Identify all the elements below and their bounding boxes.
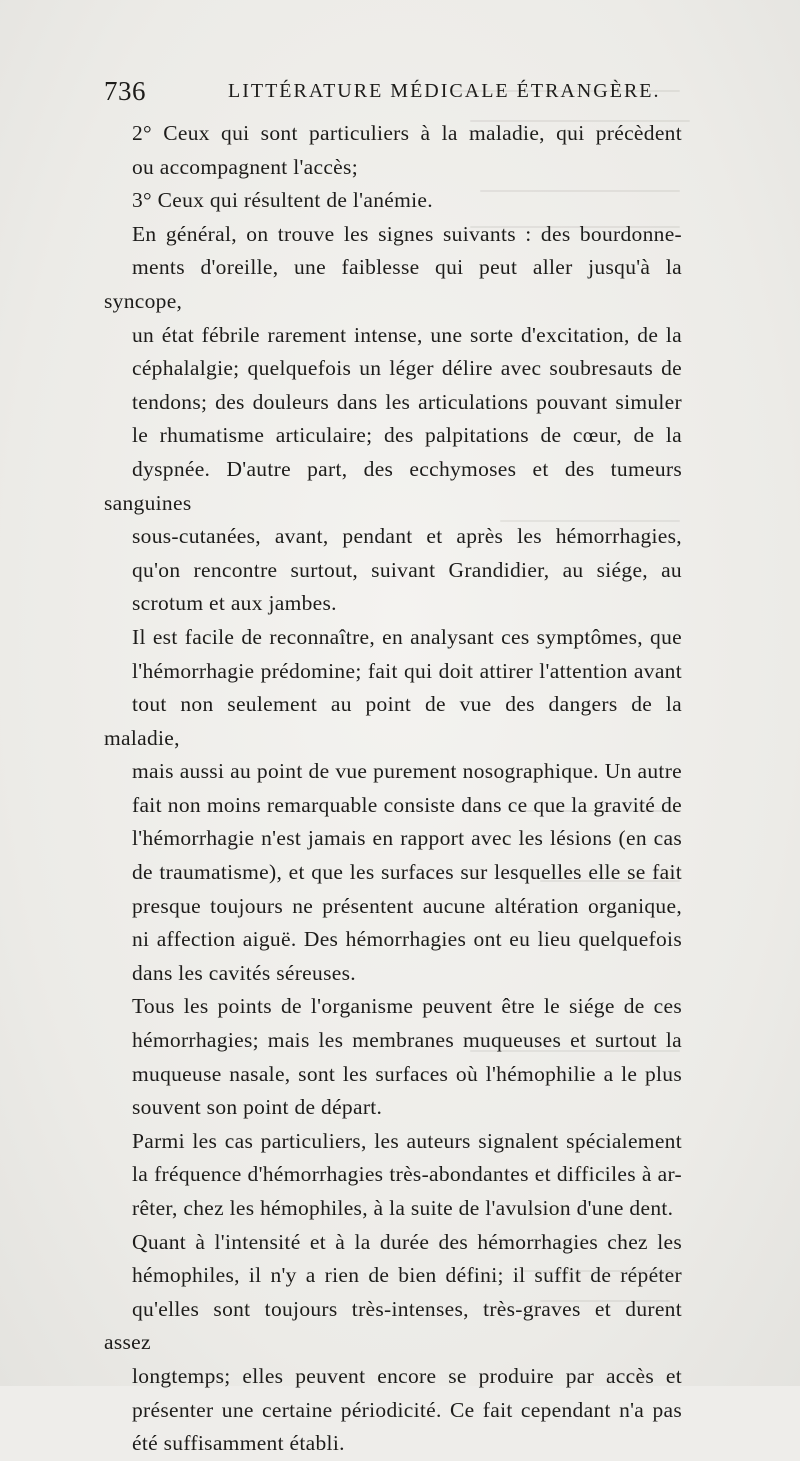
text-line: céphalalgie; quelquefois un léger délire avec soubresauts de <box>132 356 682 381</box>
text-line: muqueuse nasale, sont les surfaces où l'hémophilie a le plus <box>132 1061 682 1086</box>
running-title: LITTÉRATURE MÉDICALE ÉTRANGÈRE. <box>228 80 661 102</box>
paragraph <box>104 218 682 621</box>
running-head <box>104 76 704 106</box>
text-line: Quant à l'intensité et à la durée des hémorrhagies chez les <box>132 1229 682 1254</box>
text-line: Il est facile de reconnaître, en analysant ces symptômes, que <box>132 624 682 649</box>
text-line: Tous les points de l'organisme peuvent être le siége de ces <box>132 994 682 1019</box>
paragraph <box>104 990 682 1124</box>
text-line: qu'elles sont toujours très-intenses, très-graves et durent assez <box>104 1296 682 1355</box>
paragraph <box>104 1226 682 1461</box>
text-line: hémorrhagies; mais les membranes muqueuses et surtout la <box>132 1028 682 1053</box>
text-line: mais aussi au point de vue purement nosographique. Un autre <box>132 759 682 784</box>
text-line: ments d'oreille, une faiblesse qui peut aller jusqu'à la syncope, <box>104 255 682 313</box>
page-number: 736 <box>104 76 146 106</box>
paragraph <box>104 184 682 218</box>
text-line: sous-cutanées, avant, pendant et après les hémorrhagies, <box>132 524 682 549</box>
text-line: Parmi les cas particuliers, les auteurs signalent spécialement <box>132 1128 682 1153</box>
text-line: été suffisamment établi. <box>132 1431 345 1456</box>
text-line: hémophiles, il n'y a rien de bien défini; il suffit de répéter <box>132 1263 682 1288</box>
text-line: souvent son point de départ. <box>132 1095 383 1120</box>
text-line: 3° Ceux qui résultent de l'anémie. <box>132 188 433 213</box>
paragraph <box>104 621 682 991</box>
text-line: présenter une certaine périodicité. Ce fait cependant n'a pas <box>132 1397 682 1422</box>
text-line: scrotum et aux jambes. <box>132 591 337 616</box>
text-line: tout non seulement au point de vue des dangers de la maladie, <box>104 692 682 750</box>
text-line: l'hémorrhagie prédomine; fait qui doit attirer l'attention avant <box>132 658 682 683</box>
text-line: En général, on trouve les signes suivants : des bourdonne- <box>132 221 682 246</box>
text-line: 2° Ceux qui sont particuliers à la maladie, qui précèdent <box>132 121 682 145</box>
text-line: rêter, chez les hémophiles, à la suite de l'avulsion d'une dent. <box>132 1196 674 1220</box>
paragraph <box>104 117 682 184</box>
body-text <box>104 117 682 1461</box>
text-line: fait non moins remarquable consiste dans ce que la gravité de <box>132 792 682 817</box>
text-line: dans les cavités séreuses. <box>132 960 356 985</box>
text-line: dyspnée. D'autre part, des ecchymoses et des tumeurs sanguines <box>104 456 682 515</box>
text-line: la fréquence d'hémorrhagies très-abondantes et difficiles à ar- <box>132 1162 682 1187</box>
text-line: un état fébrile rarement intense, une sorte d'excitation, de la <box>132 322 682 347</box>
text-line: ni affection aiguë. Des hémorrhagies ont eu lieu quelquefois <box>132 927 682 952</box>
text-line: qu'on rencontre surtout, suivant Grandidier, au siége, au <box>132 557 682 582</box>
paragraph <box>104 1125 682 1226</box>
text-line: presque toujours ne présentent aucune altération organique, <box>132 893 682 918</box>
text-line: l'hémorrhagie n'est jamais en rapport avec les lésions (en cas <box>132 826 682 851</box>
text-line: ou accompagnent l'accès; <box>132 154 358 179</box>
text-line: tendons; des douleurs dans les articulations pouvant simuler <box>132 389 682 414</box>
text-line: le rhumatisme articulaire; des palpitations de cœur, de la <box>132 423 682 448</box>
text-line: longtemps; elles peuvent encore se produire par accès et <box>132 1363 682 1388</box>
text-line: de traumatisme), et que les surfaces sur lesquelles elle se fait <box>132 860 682 885</box>
